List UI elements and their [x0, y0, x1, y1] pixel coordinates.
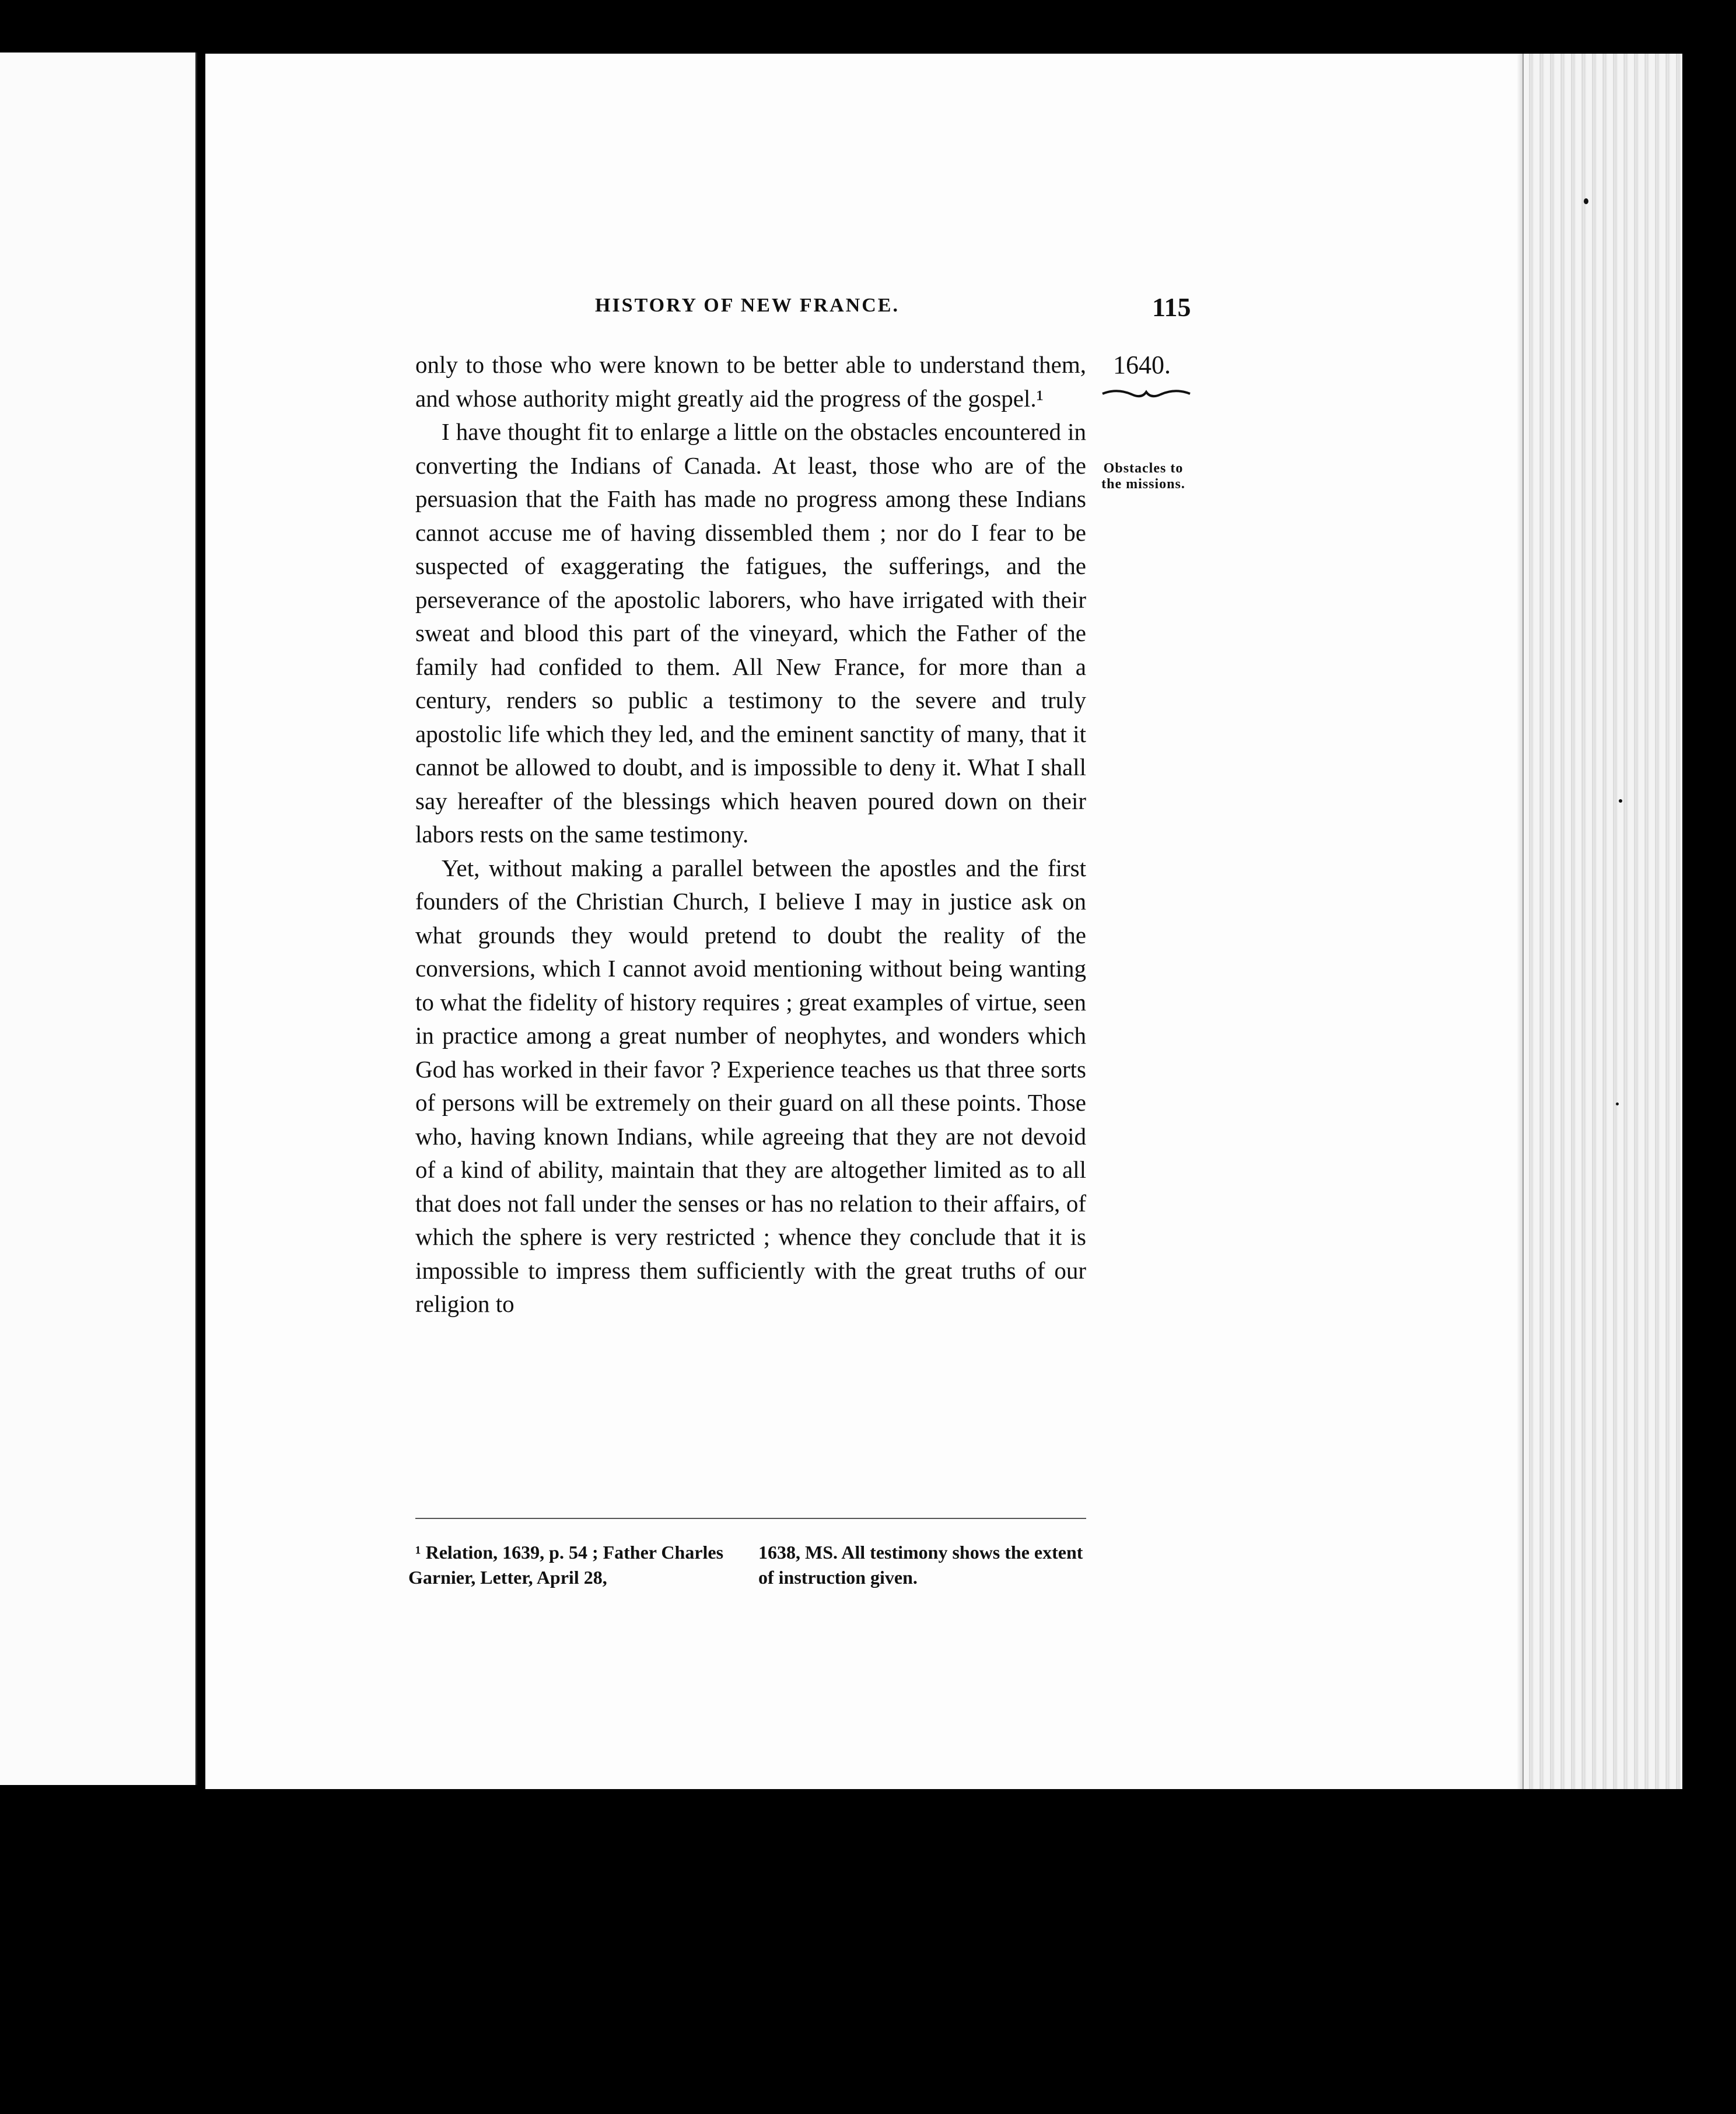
- footnotes: [408, 1540, 1091, 1590]
- paragraph: Yet, without making a parallel between the apostles and the first founders of the Christian Church, I believe I may in justice ask on what grounds they would pretend to doubt the reality of the conversions, which I cannot avoid mentioning without being wanting to what the fidelity of history requires ; great examples of virtue, seen in practice among a great number of neophytes, and wonders which God has worked in their favor ? Experience teaches us that three sorts of persons will be extremely on their guard on all these points. Those who, having known Indians, while agreeing that they are not devoid of a kind of ability, maintain that they are altogether limited as to all that does not fall under the senses or has no relation to their affairs, of which the sphere is very restricted ; whence they conclude that it is impossible to impress them sufficiently with the great truths of our religion to: [415, 854, 1086, 1317]
- ink-speck: [1619, 799, 1622, 803]
- body-text: [415, 348, 1086, 1321]
- ink-speck: [1616, 1102, 1619, 1105]
- footnote-left-column: ¹ Relation, 1639, p. 54 ; Father Charles Garnier, Letter, April 28,: [408, 1542, 724, 1588]
- paragraph: I have thought fit to enlarge a little on the obstacles encountered in converting the Indians of Canada. At least, those who are of the persuasion that the Faith has made no progress among these Indians cannot accuse me of having dissembled them ; nor do I fear to be suspected of exaggerating the fatigues, the sufferings, and the perseverance of the apostolic laborers, who have irrigated with their sweat and blood this part of the vineyard, which the Father of the family had confided to them. All New France, for more than a century, renders so public a testimony to the severe and truly apostolic life which they led, and the eminent sanctity of many, that it cannot be allowed to doubt, and is impossible to deny it. What I shall say hereafter of the blessings which heaven poured down on their labors rests on the same testimony.: [415, 418, 1086, 848]
- page-number: 115: [1152, 292, 1191, 322]
- footnote-rule: [415, 1518, 1086, 1519]
- running-head: HISTORY OF NEW FRANCE.: [595, 295, 900, 316]
- facing-left-page: [0, 52, 197, 1785]
- margin-sidenote: Obstacles to the missions.: [1101, 461, 1185, 492]
- paragraph: only to those who were known to be better able to understand them, and whose authority might greatly aid the progress of the gospel.¹: [415, 351, 1086, 412]
- page-edges: [1522, 54, 1682, 1789]
- margin-year: 1640.: [1113, 351, 1171, 379]
- flourish-ornament: [1100, 385, 1193, 402]
- ink-speck: [1584, 198, 1588, 204]
- footnote-right-column: 1638, MS. All testimony shows the extent of instruction given.: [758, 1542, 1083, 1588]
